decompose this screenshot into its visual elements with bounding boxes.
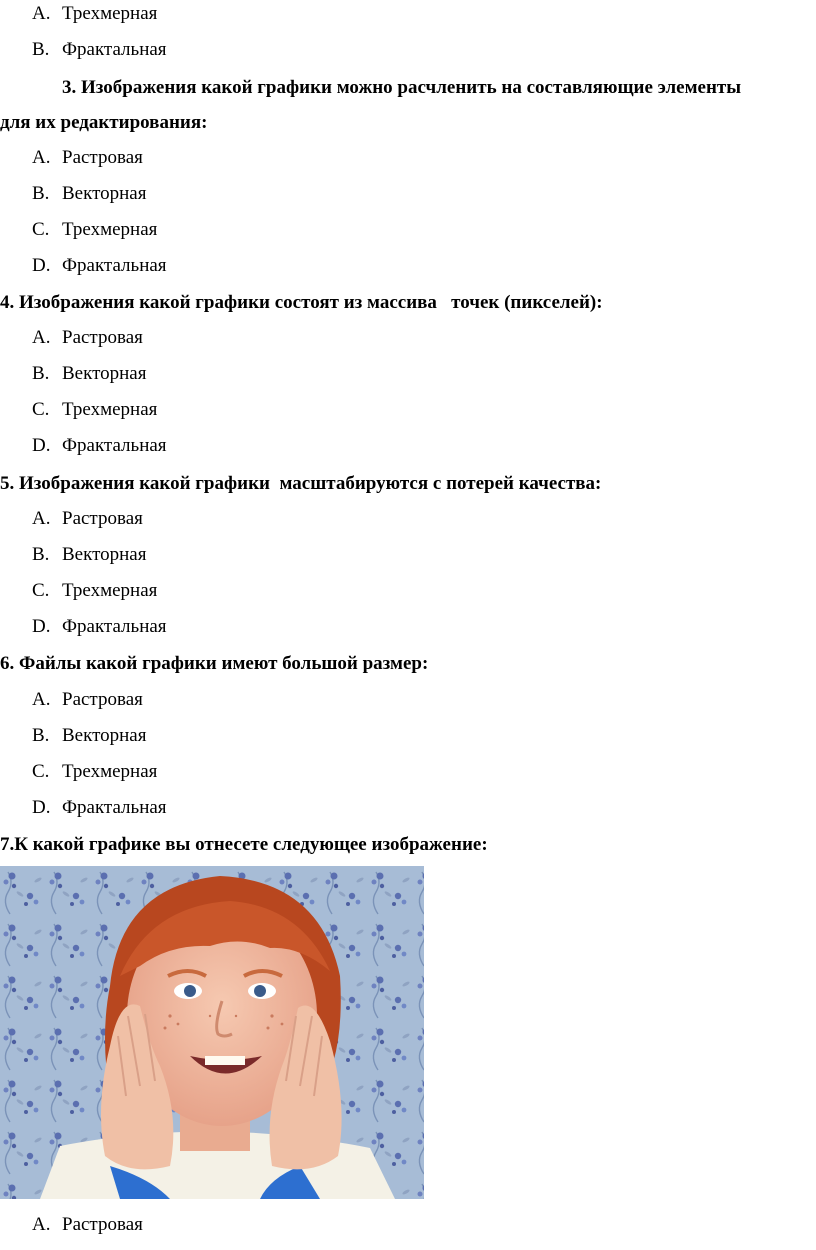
option-text: Векторная bbox=[62, 183, 147, 204]
option-a bbox=[32, 1213, 143, 1237]
option-c bbox=[32, 218, 157, 242]
option-c bbox=[32, 760, 157, 784]
option-letter: B. bbox=[32, 183, 50, 204]
option-text: Растровая bbox=[62, 689, 143, 710]
option-letter: D. bbox=[32, 255, 51, 276]
option-a bbox=[32, 688, 143, 712]
option-text: Трехмерная bbox=[62, 399, 158, 420]
question-6-title: 6. Файлы какой графики имеют большой размер: bbox=[0, 653, 429, 674]
option-text: Векторная bbox=[62, 363, 147, 384]
option-letter: C. bbox=[32, 399, 50, 420]
option-a bbox=[32, 326, 143, 350]
option-text: Трехмерная bbox=[62, 761, 158, 782]
option-text: Растровая bbox=[62, 327, 143, 348]
option-b bbox=[32, 38, 167, 62]
option-d bbox=[32, 254, 167, 278]
question-5-title: 5. Изображения какой графики масштабируются с потерей качества: bbox=[0, 473, 602, 494]
option-letter: A. bbox=[32, 508, 51, 529]
option-letter: A. bbox=[32, 327, 51, 348]
option-letter: D. bbox=[32, 616, 51, 637]
option-d bbox=[32, 796, 167, 820]
option-text: Трехмерная bbox=[62, 219, 158, 240]
option-d bbox=[32, 434, 167, 458]
option-letter: B. bbox=[32, 363, 50, 384]
option-b bbox=[32, 182, 146, 206]
option-c bbox=[32, 398, 157, 422]
option-letter: A. bbox=[32, 1214, 51, 1235]
option-a bbox=[32, 2, 157, 26]
option-a bbox=[32, 507, 143, 531]
option-letter: B. bbox=[32, 725, 50, 746]
option-letter: B. bbox=[32, 39, 50, 60]
option-text: Растровая bbox=[62, 147, 143, 168]
option-letter: C. bbox=[32, 761, 50, 782]
question-3-title-line-1: 3. Изображения какой графики можно расчленить на составляющие элементы bbox=[62, 77, 742, 98]
option-letter: A. bbox=[32, 689, 51, 710]
option-text: Растровая bbox=[62, 508, 143, 529]
option-text: Фрактальная bbox=[62, 255, 167, 276]
option-b bbox=[32, 543, 146, 567]
question-4-title: 4. Изображения какой графики состоят из массива точек (пикселей): bbox=[0, 292, 603, 313]
option-letter: A. bbox=[32, 3, 51, 24]
option-text: Фрактальная bbox=[62, 39, 167, 60]
option-text: Векторная bbox=[62, 544, 147, 565]
option-letter: B. bbox=[32, 544, 50, 565]
option-letter: C. bbox=[32, 580, 50, 601]
option-letter: D. bbox=[32, 435, 51, 456]
option-text: Векторная bbox=[62, 725, 147, 746]
option-letter: A. bbox=[32, 147, 51, 168]
option-d bbox=[32, 615, 167, 639]
option-text: Растровая bbox=[62, 1214, 143, 1235]
option-c bbox=[32, 579, 157, 603]
option-text: Фрактальная bbox=[62, 435, 167, 456]
boy-photo-icon bbox=[0, 866, 424, 1199]
option-a bbox=[32, 146, 143, 170]
question-7-title: 7.К какой графике вы отнесете следующее изображение: bbox=[0, 834, 488, 855]
question-3-title-line-2: для их редактирования: bbox=[0, 112, 208, 133]
option-text: Трехмерная bbox=[62, 580, 158, 601]
option-text: Фрактальная bbox=[62, 797, 167, 818]
option-text: Трехмерная bbox=[62, 3, 158, 24]
option-text: Фрактальная bbox=[62, 616, 167, 637]
option-b bbox=[32, 362, 146, 386]
option-b bbox=[32, 724, 146, 748]
option-letter: D. bbox=[32, 797, 51, 818]
option-letter: C. bbox=[32, 219, 50, 240]
